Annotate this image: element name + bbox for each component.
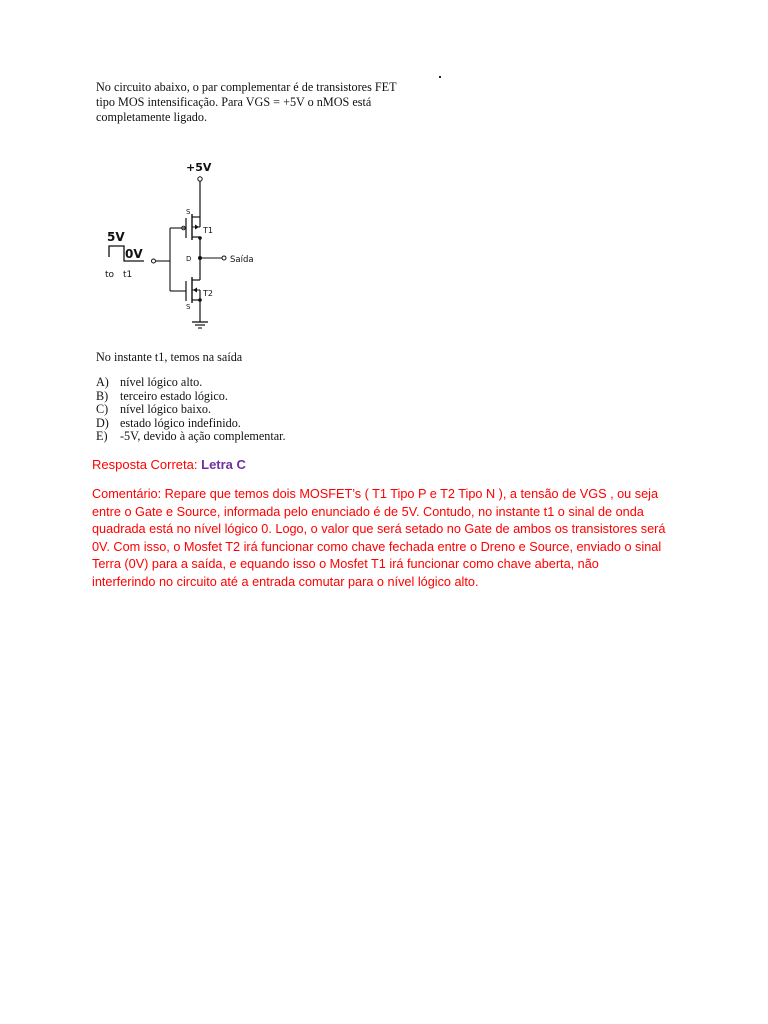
t1-drain-node: [198, 236, 202, 240]
option-text: terceiro estado lógico.: [120, 388, 228, 403]
option-b: [96, 390, 286, 404]
input-low-label: 0V: [125, 247, 143, 261]
correct-answer: [92, 457, 246, 472]
stray-dot: [439, 76, 441, 78]
intro-line: tipo MOS intensificação. Para VGS = +5V o nMOS está: [96, 95, 372, 109]
option-d: [96, 417, 286, 431]
time-t1-label: t1: [123, 270, 133, 280]
supply-terminal: [198, 177, 202, 181]
drain-label: D: [186, 255, 192, 263]
option-text: nível lógico alto.: [120, 375, 203, 389]
option-letter: C): [96, 402, 109, 416]
option-letter: E): [96, 429, 108, 443]
answer-label: Resposta Correta:: [92, 457, 198, 472]
comment-line: quadrada está no nível lógico 0. Logo, o valor que será setado no Gate de ambos os transistores será: [92, 522, 666, 537]
output-terminal: [222, 256, 226, 260]
time-t0-label: to: [105, 270, 115, 280]
option-text: estado lógico indefinido.: [120, 415, 241, 430]
option-letter: A): [96, 375, 109, 389]
option-c: [96, 403, 286, 417]
t1-label: T1: [203, 226, 213, 235]
source-bottom-label: S: [186, 303, 191, 311]
input-terminal: [152, 259, 156, 263]
comment-paragraph: [92, 486, 682, 592]
intro-line: completamente ligado.: [96, 110, 208, 124]
output-label: Saída: [230, 255, 254, 265]
comment-line: interferindo no circuito até a entrada comutar para o nível lógico alto.: [92, 574, 479, 589]
t1-arrow: [195, 225, 199, 230]
comment-line: Comentário: Repare que temos dois MOSFET’s ( T1 Tipo P e T2 Tipo N ), a tensão de VGS , ou seja: [92, 487, 659, 501]
comment-line: 0V. Com isso, o Mosfet T2 irá funcionar como chave fechada entre o Dreno e Source, enviado o sinal: [92, 539, 662, 554]
option-letter: D): [96, 415, 109, 430]
option-a: [96, 376, 286, 390]
cmos-inverter-circuit: [96, 162, 276, 342]
comment-line: entre o Gate e Source, informada pelo enunciado é de 5V. Contudo, no instante t1 o sinal de onda: [92, 504, 644, 519]
intro-line: No circuito abaixo, o par complementar é de transistores FET: [96, 80, 397, 94]
answer-value: Letra C: [201, 457, 246, 472]
option-text: -5V, devido à ação complementar.: [120, 429, 286, 443]
comment-line: Terra (0V) para a saída, e equando isso o Mosfet T1 irá funcionar como chave aberta, não: [92, 557, 599, 572]
t2-arrow: [193, 288, 197, 293]
input-high-label: 5V: [107, 230, 125, 244]
source-top-label: S: [186, 208, 191, 216]
t2-label: T2: [203, 289, 213, 298]
option-e: [96, 430, 286, 444]
option-text: nível lógico baixo.: [120, 402, 212, 416]
option-letter: B): [96, 388, 109, 403]
question-prompt: No instante t1, temos na saída: [96, 350, 243, 364]
options-list: [96, 376, 286, 444]
question-image: [96, 80, 426, 443]
question-intro: [96, 80, 416, 125]
supply-label: +5V: [186, 162, 212, 174]
